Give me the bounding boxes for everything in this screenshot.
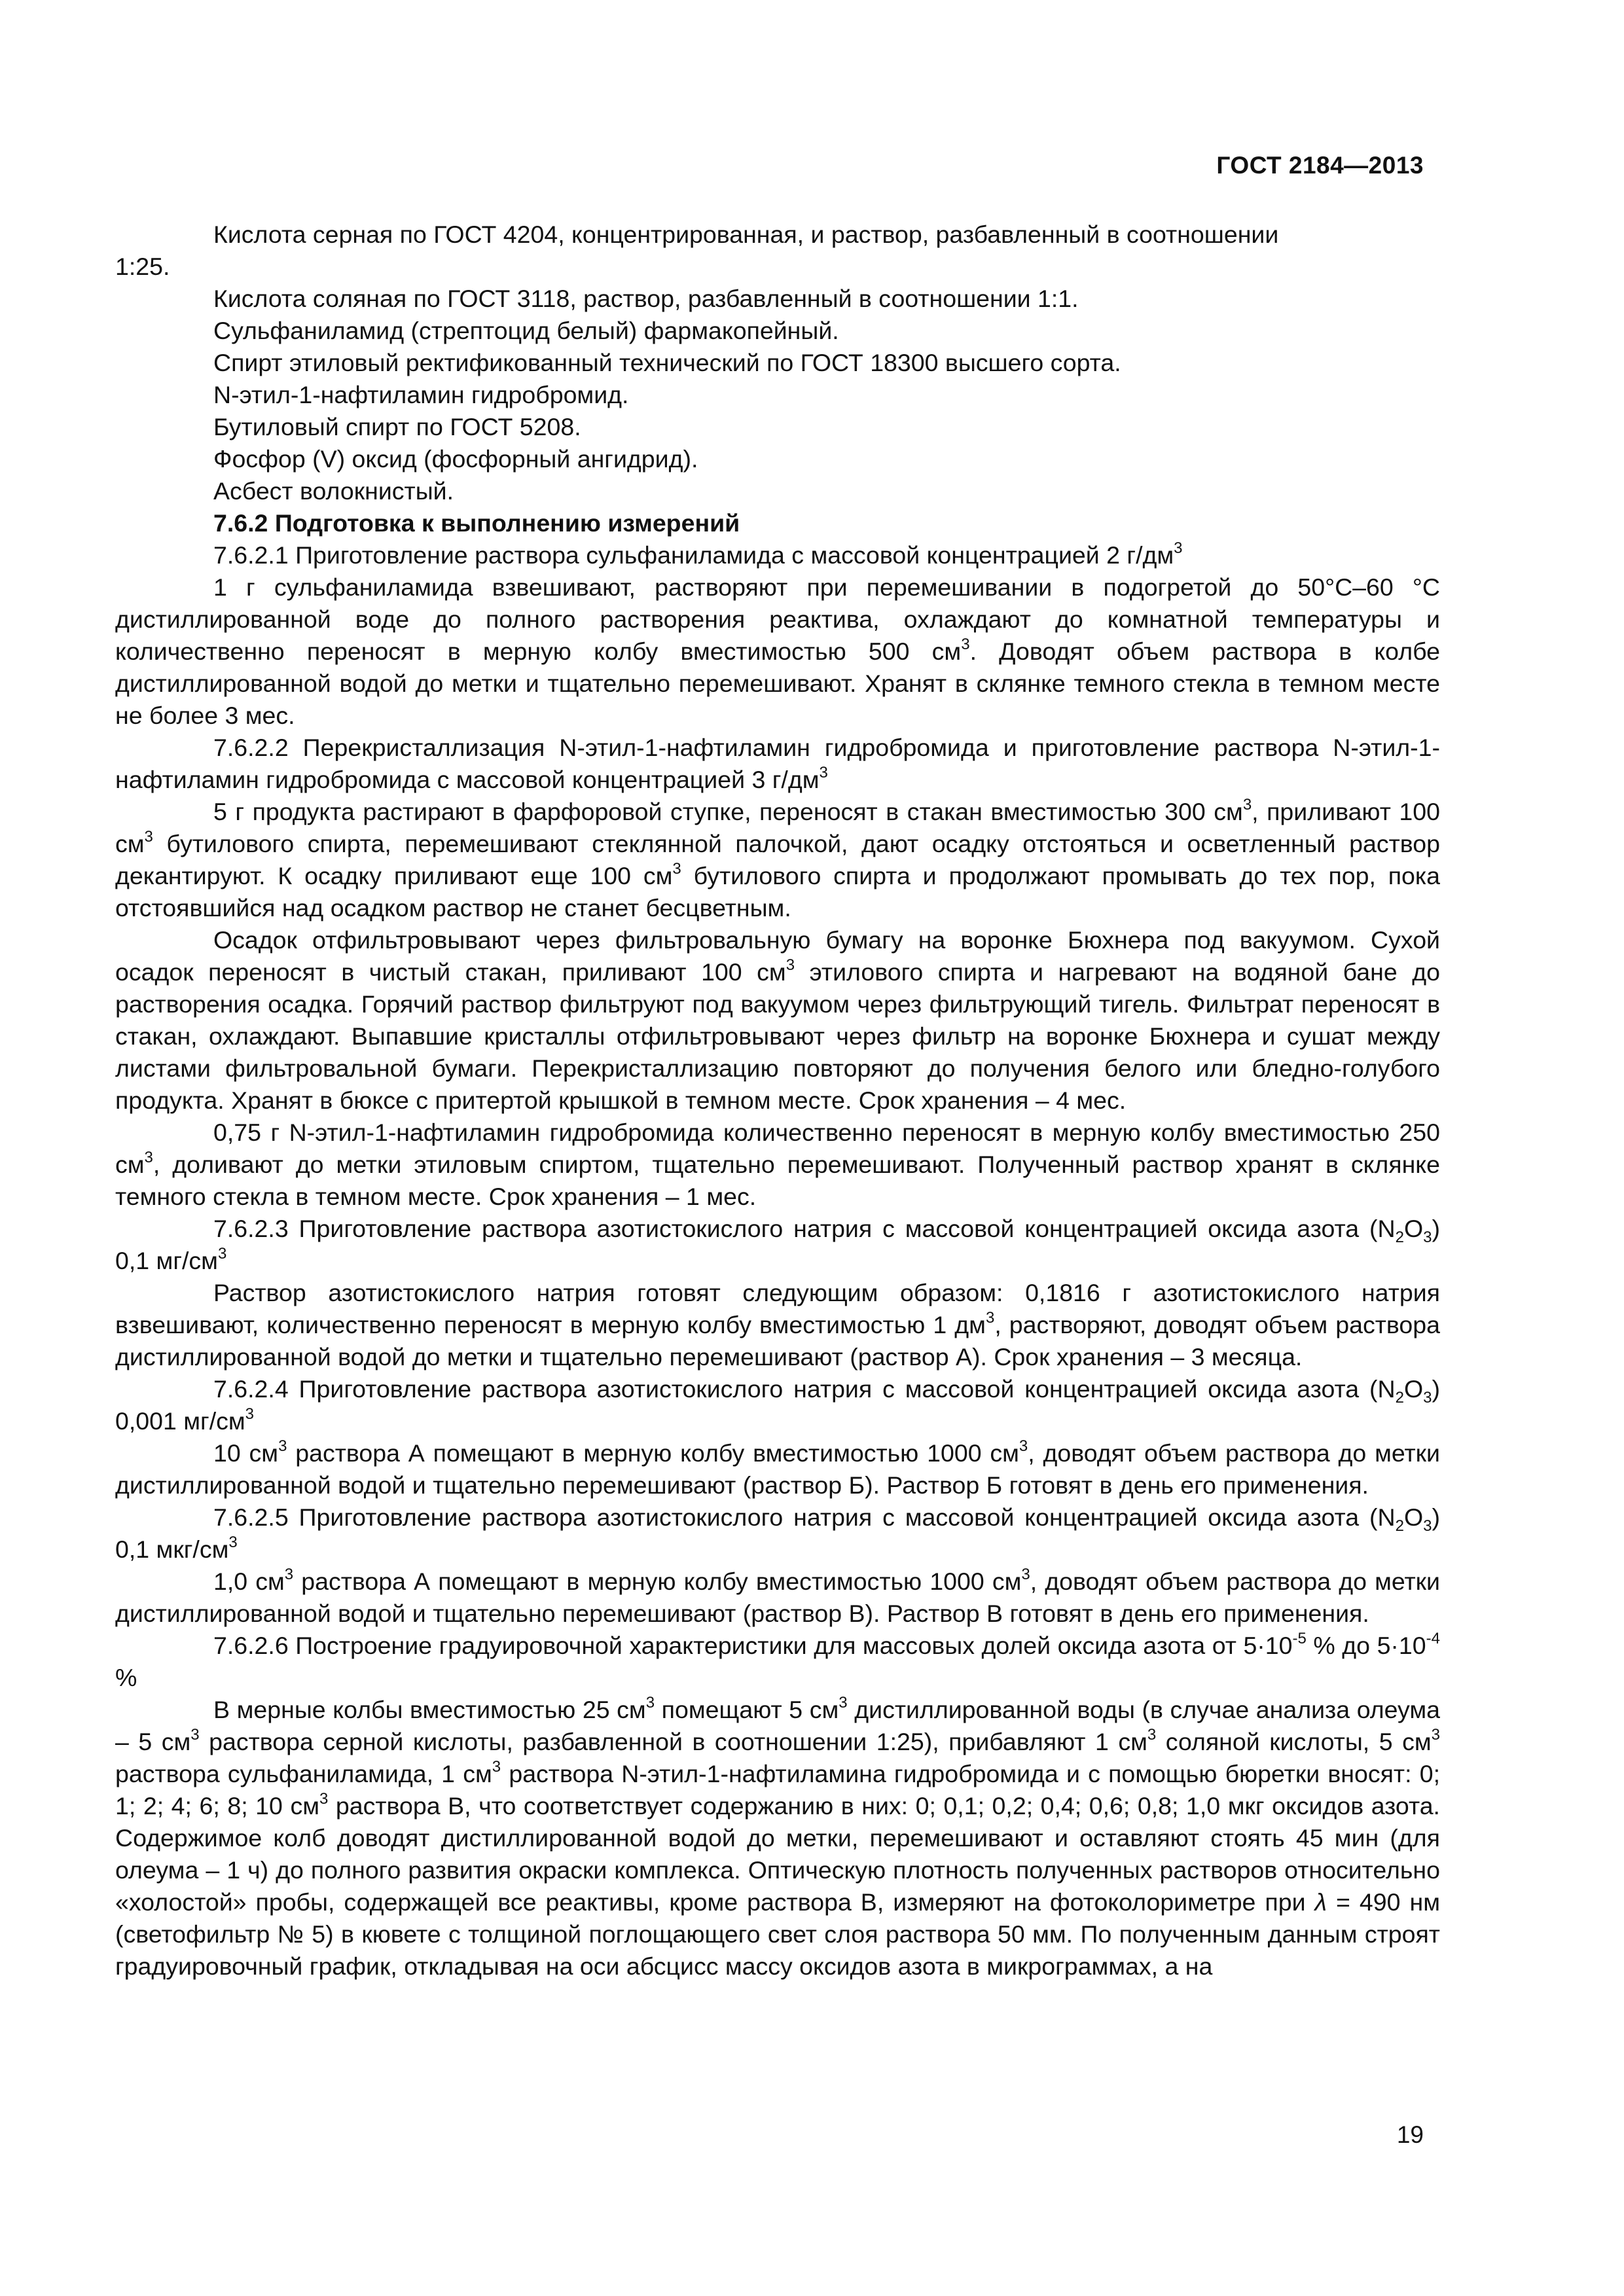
- lambda-symbol: λ: [1314, 1888, 1327, 1916]
- subsection-heading: 7.6.2.2 Перекристаллизация N-этил-1-нафтиламин гидробромида и приготовление раствора N-этил-1-нафтиламин гидробромида с массовой концентрацией 3 $г/дм^3$: [115, 734, 1440, 793]
- superscript: 3: [284, 1566, 294, 1583]
- paragraph: Раствор азотистокислого натрия готовят следующим образом: 0,1816 г азотистокислого натрия взвешивают, количественно переносят в мерную колбу вместимостью 1 $дм^3$, растворяют, доводят объем раствора дистиллированной водой до метки и тщательно перемешивают (раствор А). Срок хранения – 3 месяца.: [115, 1279, 1440, 1371]
- superscript: 3: [144, 1149, 153, 1166]
- paragraph-continuation: 1:25.: [115, 253, 170, 280]
- subscript: 3: [1423, 1229, 1432, 1246]
- superscript: 3: [278, 1437, 287, 1455]
- superscript: 3: [961, 636, 970, 653]
- paragraph: 1 г сульфаниламида взвешивают, растворяют при перемешивании в подогретой до 50°С–60 °С дистиллированной воде до полного растворения реактива, охлаждают до комнатной температуры и количественно переносят в мерную колбу вместимостью 500 $см^3$. Доводят объем раствора в колбе дистиллированной водой до метки и тщательно перемешивают. Хранят в склянке темного стекла в темном месте не более 3 мес.: [115, 573, 1440, 729]
- superscript: -5: [1292, 1630, 1307, 1647]
- paragraph: Асбест волокнистый.: [213, 477, 454, 505]
- page-number: 19: [1396, 2121, 1424, 2148]
- paragraph: Кислота соляная по ГОСТ 3118, раствор, разбавленный в соотношении 1:1.: [213, 285, 1079, 312]
- superscript: -4: [1426, 1630, 1440, 1647]
- superscript: 3: [1147, 1726, 1157, 1744]
- superscript: 3: [319, 1790, 329, 1808]
- paragraph: Осадок отфильтровывают через фильтровальную бумагу на воронке Бюхнера под вакуумом. Сухой осадок переносят в чистый стакан, приливают 100 $см^3$ этилового спирта и нагревают на водяной бане до растворения осадка. Горячий раствор фильтруют под вакуумом через фильтрующий тигель. Фильтрат переносят в стакан, охлаждают. Выпавшие кристаллы отфильтровывают через фильтр на воронке Бюхнера и сушат между листами фильтровальной бумаги. Перекристаллизацию повторяют до получения белого или бледно-голубого продукта. Хранят в бюксе с притертой крышкой в темном месте. Срок хранения – 4 мес.: [115, 926, 1440, 1114]
- subsection-heading: 7.6.2.5 Приготовление раствора азотистокислого натрия с массовой концентрацией оксида азота $(N_2O_3)$ 0,1 мкг/$см^3$: [115, 1503, 1440, 1563]
- paragraph: Сульфаниламид (стрептоцид белый) фармакопейный.: [213, 317, 839, 344]
- document-header: ГОСТ 2184—2013: [1216, 152, 1424, 179]
- subscript: 3: [1423, 1389, 1432, 1407]
- superscript: 3: [228, 1534, 238, 1551]
- subscript: 2: [1395, 1517, 1404, 1535]
- subscript: 2: [1395, 1229, 1404, 1246]
- superscript: 3: [672, 860, 681, 878]
- superscript: 3: [1174, 539, 1183, 557]
- section-heading: 7.6.2 Подготовка к выполнению измерений: [213, 509, 740, 537]
- superscript: 3: [839, 1694, 848, 1712]
- paragraph: Бутиловый спирт по ГОСТ 5208.: [213, 413, 581, 440]
- superscript: 3: [785, 956, 795, 974]
- superscript: 3: [985, 1309, 995, 1327]
- superscript: 3: [1431, 1726, 1440, 1744]
- paragraph: 10 $см^3$ раствора А помещают в мерную колбу вместимостью 1000 $см^3$, доводят объем раствора до метки дистиллированной водой и тщательно перемешивают (раствор Б). Раствор Б готовят в день его применения.: [115, 1437, 1440, 1499]
- superscript: 3: [190, 1726, 200, 1744]
- paragraph: 1,0 $см^3$ раствора А помещают в мерную колбу вместимостью 1000 $см^3$, доводят объем раствора до метки дистиллированной водой и тщательно перемешивают (раствор В). Раствор В готовят в день его применения.: [115, 1566, 1440, 1627]
- superscript: 3: [645, 1694, 655, 1712]
- subsection-heading: 7.6.2.6 Построение градуировочной характеристики для массовых долей оксида азота от $5\cdot 10^{-5}$ % до $5\cdot 10^{-4}$ %: [115, 1630, 1440, 1691]
- paragraph: N-этил-1-нафтиламин гидробромид.: [213, 381, 629, 408]
- subsection-heading: 7.6.2.1 Приготовление раствора сульфаниламида с массовой концентрацией 2 $г/дм^3$: [213, 539, 1183, 569]
- superscript: 3: [1019, 1437, 1028, 1455]
- superscript: 3: [1021, 1566, 1030, 1583]
- paragraph: Спирт этиловый ректификованный технический по ГОСТ 18300 высшего сорта.: [213, 349, 1121, 376]
- superscript: 3: [217, 1245, 227, 1263]
- superscript: 3: [492, 1758, 501, 1776]
- subsection-heading: 7.6.2.3 Приготовление раствора азотистокислого натрия с массовой концентрацией оксида азота $(N_2O_3)$ 0,1 $мг/см^3$: [115, 1215, 1440, 1274]
- subsection-heading: 7.6.2.4 Приготовление раствора азотистокислого натрия с массовой концентрацией оксида азота $(N_2O_3)$ 0,001 $мг/см^3$: [115, 1375, 1440, 1435]
- subscript: 2: [1395, 1389, 1404, 1407]
- superscript: 3: [1242, 796, 1252, 814]
- subscript: 3: [1423, 1517, 1432, 1535]
- paragraph: В мерные колбы вместимостью 25 $см^3$ помещают 5 $см^3$ дистиллированной воды (в случае анализа олеума – 5 $см^3$ раствора серной кислоты, разбавленной в соотношении 1:25), прибавляют 1 $см^3$ соляной кислоты, 5 $см^3$ раствора сульфаниламида, 1 $см^3$ раствора N-этил-1-нафтиламина гидробромида и с помощью бюретки вносят: 0; 1; 2; 4; 6; 8; 10 $см^3$ раствора В, что соответствует содержанию в них: 0; 0,1; 0,2; 0,4; 0,6; 0,8; 1,0 мкг оксидов азота. Содержимое колб доводят дистиллированной водой до метки, перемешивают и оставляют стоять 45 мин (для олеума – 1 ч) до полного развития окраски комплекса. Оптическую плотность полученных растворов относительно «холостой» пробы, содержащей все реактивы, кроме раствора В, измеряют на фотоколориметре при λ = 490 нм (светофильтр № 5) в кювете с толщиной поглощающего свет слоя раствора 50 мм. По полученным данным строят градуировочный график, откладывая на оси абсцисс массу оксидов азота в микрограммах, а на: [115, 1694, 1441, 1980]
- paragraph: Фосфор (V) оксид (фосфорный ангидрид).: [213, 445, 698, 473]
- document-body: [115, 219, 1440, 1982]
- paragraph: 5 г продукта растирают в фарфоровой ступке, переносят в стакан вместимостью 300 $см^3$, приливают 100 $см^3$ бутилового спирта, перемешивают стеклянной палочкой, дают осадку отстояться и осветленный раствор декантируют. К осадку приливают еще 100 $см^3$ бутилового спирта и продолжают промывать до тех пор, пока отстоявшийся над осадком раствор не станет бесцветным.: [115, 796, 1441, 922]
- superscript: 3: [144, 828, 153, 846]
- superscript: 3: [245, 1405, 255, 1423]
- paragraph: 0,75 г N-этил-1-нафтиламин гидробромида количественно переносят в мерную колбу вместимостью 250 $см^3$, доливают до метки этиловым спиртом, тщательно перемешивают. Полученный раствор хранят в склянке темного стекла в темном месте. Срок хранения – 1 мес.: [115, 1119, 1440, 1210]
- paragraph: Кислота серная по ГОСТ 4204, концентрированная, и раствор, разбавленный в соотношении: [213, 221, 1279, 248]
- superscript: 3: [819, 764, 828, 781]
